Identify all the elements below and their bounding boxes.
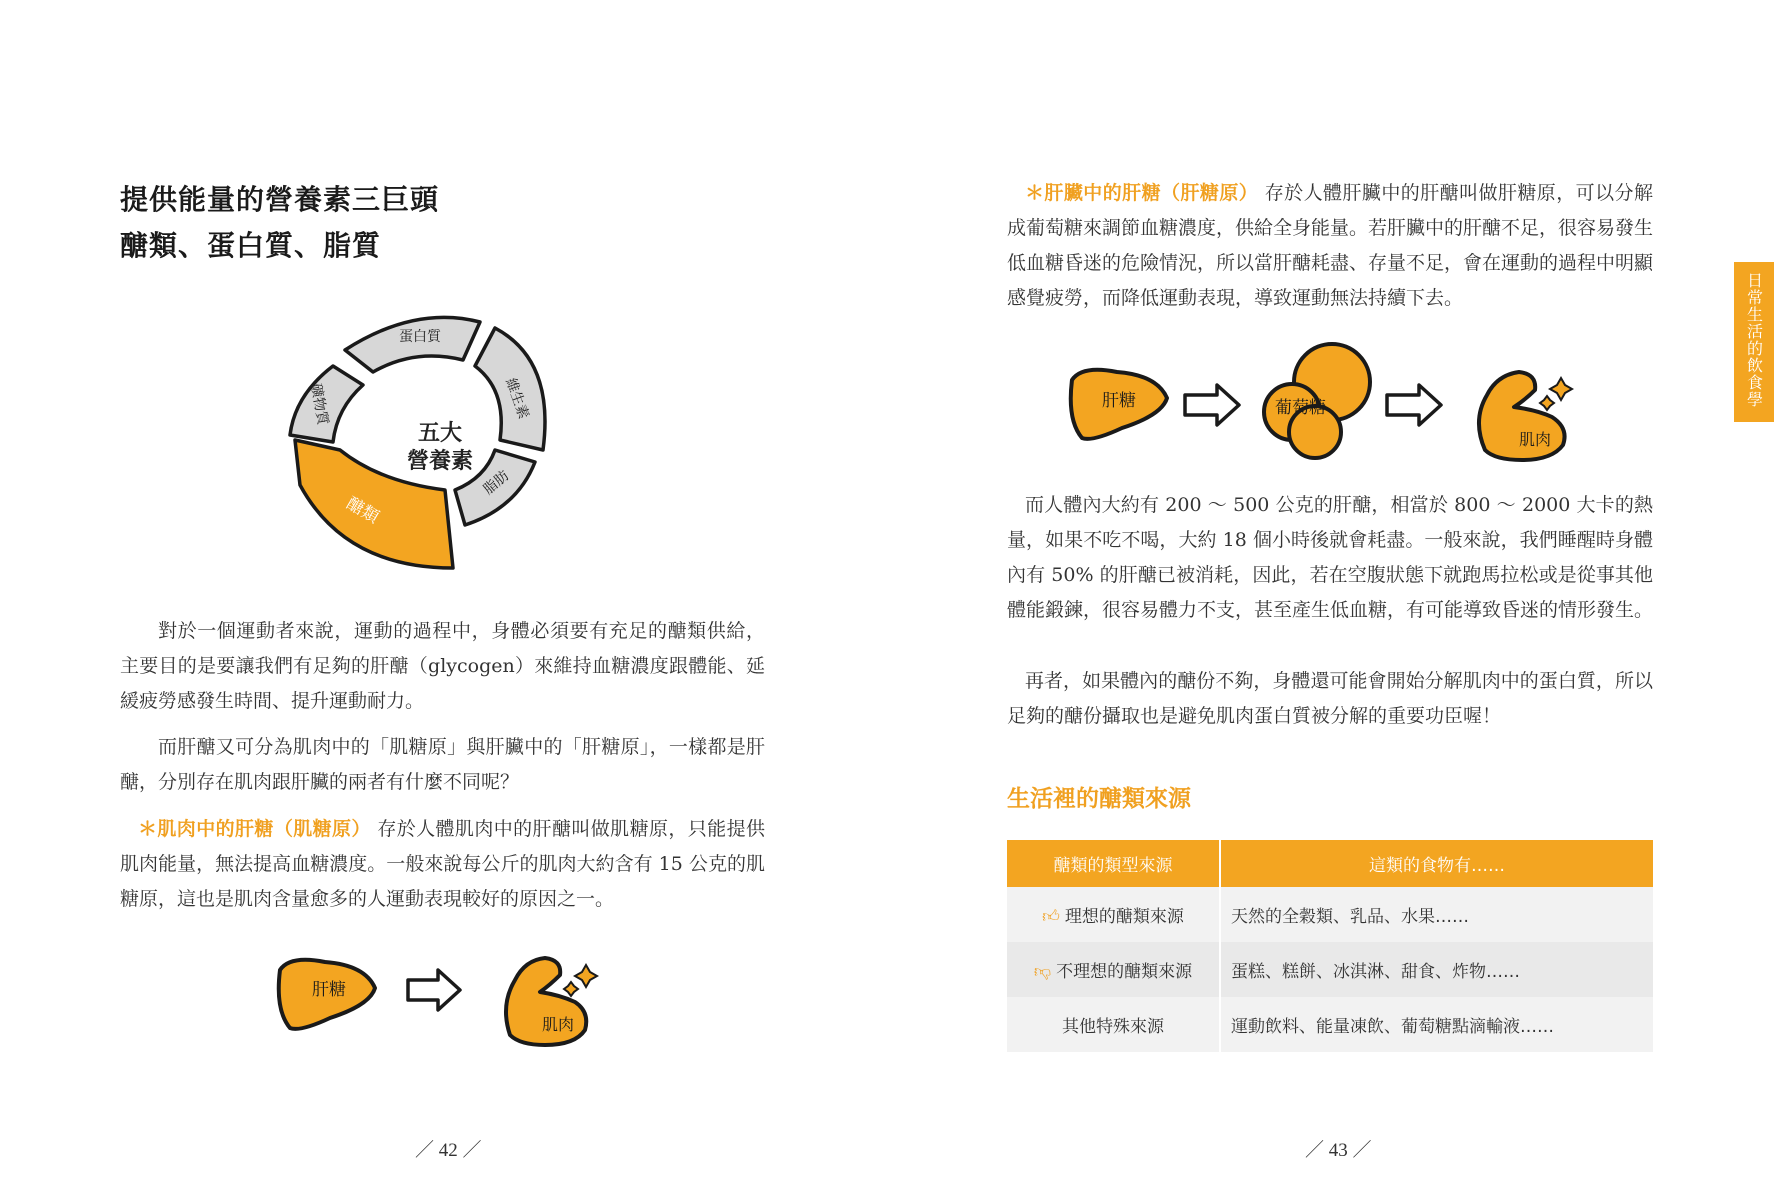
arrow-icon bbox=[408, 970, 460, 1010]
section-title-line2: 醣類、蛋白質、脂質 bbox=[120, 229, 382, 262]
table-cell-type: 理想的醣類來源 bbox=[1064, 907, 1184, 927]
wheel-label-vitamin: 維生素 bbox=[502, 376, 532, 422]
arrow-icon bbox=[1387, 385, 1441, 425]
table-row bbox=[1007, 997, 1653, 1052]
page-number-right: ／ 43 ／ bbox=[1305, 1140, 1372, 1161]
liver-glucose-muscle-diagram bbox=[1067, 340, 1627, 465]
chapter-side-tab[interactable] bbox=[1734, 262, 1774, 422]
liver-glycogen-label: ＊肝臟中的肝糖（肝糖原） bbox=[1025, 182, 1259, 204]
table-cell-foods: 天然的全穀類、乳品、水果…… bbox=[1220, 887, 1653, 942]
left-paragraph-1: 對於一個運動者來說，運動的過程中，身體必須要有充足的醣類供給，主要目的是要讓我們有足夠的肝醣（glycogen）來維持血糖濃度跟體能、延緩疲勞感發生時間、提升運動耐力。 bbox=[120, 620, 765, 712]
liver-label: 肝糖 bbox=[1102, 391, 1136, 411]
muscle-label: 肌肉 bbox=[1519, 430, 1552, 449]
muscle-glycogen-label: ＊肌肉中的肝糖（肌糖原） bbox=[138, 818, 371, 840]
right-paragraph-1: ＊肝臟中的肝糖（肝糖原） 存於人體肝臟中的肝醣叫做肝糖原，可以分解成葡萄糖來調節血糖濃度，供給全身能量。若肝臟中的肝醣不足，很容易發生低血糖昏迷的危險情況，所以當肝醣耗盡、存量不足，會在運動的過程中明顯感覺疲勞，而降低運動表現，導致運動無法持續下去。 bbox=[1007, 182, 1654, 309]
muscle-label: 肌肉 bbox=[542, 1015, 575, 1034]
thumbs-up-icon: 👍︎ bbox=[1042, 907, 1060, 927]
left-paragraph-2: 而肝醣又可分為肌肉中的「肌糖原」與肝臟中的「肝糖原」，一樣都是肝醣，分別存在肌肉跟肝臟的兩者有什麼不同呢？ bbox=[120, 736, 765, 793]
right-paragraph-2: 而人體內大約有 200 ～ 500 公克的肝醣，相當於 800 ～ 2000 大卡的熱量，如果不吃不喝，大約 18 個小時後就會耗盡。一般來說，我們睡醒時身體內有 50% 的肝醣已被消耗，因此，若在空腹狀態下就跑馬拉松或是從事其他體能鍛鍊，很容易體力不支，甚至產生低血糖，有可能導致昏迷的情形發生。 bbox=[1007, 494, 1654, 621]
liver-to-muscle-diagram bbox=[270, 940, 620, 1055]
table-cell-foods: 蛋糕、糕餅、冰淇淋、甜食、炸物…… bbox=[1220, 942, 1653, 997]
wheel-label-carbs: 醣類 bbox=[342, 493, 383, 528]
page-number-left: ／ 42 ／ bbox=[415, 1140, 482, 1161]
right-paragraph-3: 再者，如果體內的醣份不夠，身體還可能會開始分解肌肉中的蛋白質，所以足夠的醣份攝取也是避免肌肉蛋白質被分解的重要功臣喔！ bbox=[1007, 670, 1653, 727]
table-header-type: 醣類的類型來源 bbox=[1007, 840, 1220, 887]
right-page bbox=[887, 0, 1774, 1200]
wheel-label-fat: 脂肪 bbox=[480, 467, 513, 499]
chapter-side-tab-label: 日常生活的飲食學 bbox=[1744, 272, 1764, 408]
wheel-label-mineral: 礦物質 bbox=[307, 382, 331, 427]
carb-sources-table bbox=[1007, 840, 1653, 1052]
wheel-center-line1: 五大 bbox=[417, 421, 463, 446]
sparkle-icon bbox=[575, 965, 597, 987]
table-header-foods: 這類的食物有…… bbox=[1220, 840, 1653, 887]
arrow-icon bbox=[1185, 385, 1239, 425]
table-row bbox=[1007, 887, 1653, 942]
wheel-center-line2: 營養素 bbox=[406, 449, 474, 474]
table-cell-foods: 運動飲料、能量凍飲、葡萄糖點滴輸液…… bbox=[1220, 997, 1653, 1052]
glucose-label: 葡萄糖 bbox=[1275, 398, 1326, 418]
left-paragraph-3: ＊肌肉中的肝糖（肌糖原） 存於人體肌肉中的肝醣叫做肌糖原，只能提供肌肉能量，無法提高血糖濃度。一般來說每公斤的肌肉大約含有 15 公克的肌糖原，這也是肌肉含量愈多的人運動表現較好的原因之一。 bbox=[120, 818, 765, 910]
table-header-row bbox=[1007, 840, 1653, 887]
wheel-label-protein: 蛋白質 bbox=[399, 329, 441, 345]
table-row bbox=[1007, 942, 1653, 997]
table-cell-type: 不理想的醣類來源 bbox=[1056, 962, 1193, 982]
thumbs-down-icon: 👎︎ bbox=[1033, 962, 1052, 982]
sparkle-icon bbox=[1550, 378, 1572, 400]
table-cell-type: 其他特殊來源 bbox=[1007, 997, 1220, 1052]
carb-sources-heading: 生活裡的醣類來源 bbox=[1007, 785, 1191, 812]
liver-label: 肝糖 bbox=[312, 980, 346, 1000]
five-nutrients-wheel bbox=[285, 300, 605, 590]
section-title-line1: 提供能量的營養素三巨頭 bbox=[120, 183, 440, 216]
